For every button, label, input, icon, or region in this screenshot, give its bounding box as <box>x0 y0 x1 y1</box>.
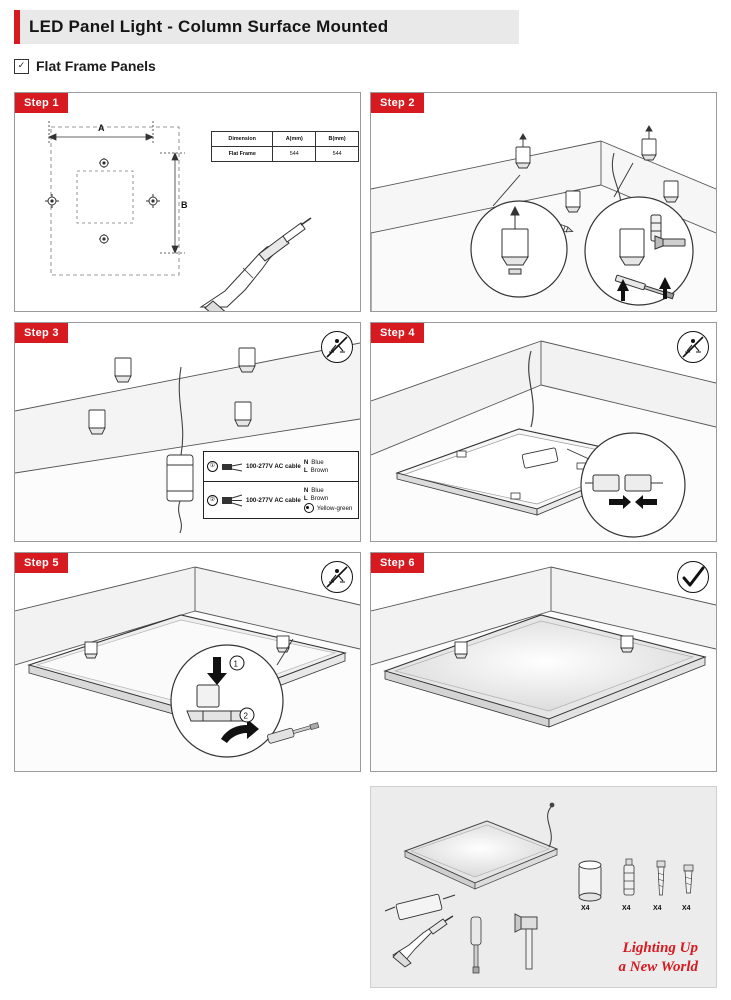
panel-step-2 <box>370 92 717 312</box>
panel-step-6 <box>370 552 717 772</box>
dimension-table <box>211 131 359 162</box>
step-label-1: Step 1 <box>15 93 68 113</box>
cell-row-label: Flat Frame <box>212 147 273 162</box>
step-label-6: Step 6 <box>371 553 424 573</box>
wire-code: L <box>303 495 308 502</box>
three-wire-connector-icon <box>221 492 243 508</box>
wire-color: Yellow-green <box>316 504 353 512</box>
approved-badge <box>677 561 709 593</box>
no-power-badge <box>321 561 353 593</box>
cable-type-2: 100-277V AC cable <box>246 496 301 504</box>
wiring-legend <box>203 451 359 519</box>
qty-column-mount: X4 <box>581 905 590 912</box>
step-label-4: Step 4 <box>371 323 424 343</box>
page-title-bar <box>14 10 519 44</box>
panel-step-3 <box>14 322 361 542</box>
slogan-line-1: Lighting Up <box>622 940 698 956</box>
cable-type-1: 100-277V AC cable <box>246 463 301 470</box>
step-label-3: Step 3 <box>15 323 68 343</box>
legend-row-1 <box>204 452 358 482</box>
panel-step-4 <box>370 322 717 542</box>
no-power-badge <box>677 331 709 363</box>
wire-code: N <box>303 459 309 466</box>
accessory-panel-icon <box>405 821 557 889</box>
page-title: LED Panel Light - Column Surface Mounted <box>29 17 389 36</box>
accessory-drill-icon <box>393 916 453 967</box>
brand-slogan <box>619 939 698 977</box>
step-2-diagram <box>371 93 716 311</box>
wire-color: Blue <box>311 487 324 494</box>
accessory-column-mount-icon <box>579 861 601 901</box>
svg-text:A: A <box>98 123 105 133</box>
checkbox-icon: ✓ <box>14 59 29 74</box>
qty-anchor: X4 <box>622 905 631 912</box>
no-power-icon <box>322 332 352 362</box>
wire-color: Brown <box>310 495 329 502</box>
accessory-screwdriver-icon <box>471 917 481 973</box>
callout-number-2: ② <box>207 495 218 506</box>
earth-symbol-icon <box>304 503 314 513</box>
subtitle: Flat Frame Panels <box>36 58 156 74</box>
no-power-badge <box>321 331 353 363</box>
wire-code: L <box>303 467 308 474</box>
col-dimension: Dimension <box>212 132 273 147</box>
accessory-screw-long-icon <box>657 861 665 895</box>
svg-text:2: 2 <box>243 711 248 721</box>
legend-row-2 <box>204 482 358 518</box>
svg-text:1: 1 <box>233 659 238 669</box>
cell-b: 544 <box>316 147 359 162</box>
two-wire-connector-icon <box>221 460 243 474</box>
accessory-driver-icon <box>385 894 455 920</box>
check-icon <box>678 562 708 592</box>
col-a: A(mm) <box>273 132 316 147</box>
accessories-panel <box>370 786 717 988</box>
slogan-line-2: a New World <box>618 959 698 975</box>
drill-icon <box>201 218 311 311</box>
accessory-screw-short-icon <box>684 865 693 893</box>
no-power-icon <box>322 562 352 592</box>
wire-code: N <box>303 487 309 494</box>
callout-number-1: ① <box>207 461 218 472</box>
panel-step-1 <box>14 92 361 312</box>
panel-step-5 <box>14 552 361 772</box>
qty-screw-long: X4 <box>653 905 662 912</box>
wire-color: Brown <box>310 467 329 474</box>
wire-list-2 <box>304 487 353 513</box>
step-label-5: Step 5 <box>15 553 68 573</box>
table-header-row <box>212 132 359 147</box>
wire-color: Blue <box>311 459 324 466</box>
svg-text:B: B <box>181 200 188 210</box>
step-1-diagram <box>15 93 360 311</box>
step-label-2: Step 2 <box>371 93 424 113</box>
col-b: B(mm) <box>316 132 359 147</box>
step-5-diagram <box>15 553 360 771</box>
subtitle-row <box>14 58 156 74</box>
no-power-icon <box>678 332 708 362</box>
qty-screw-short: X4 <box>682 905 691 912</box>
table-row <box>212 147 359 162</box>
accessory-anchor-icon <box>624 859 634 895</box>
accessory-hammer-icon <box>515 914 537 969</box>
step-6-diagram <box>371 553 716 771</box>
step-4-diagram <box>371 323 716 541</box>
cell-a: 544 <box>273 147 316 162</box>
wire-list-1 <box>304 459 328 474</box>
